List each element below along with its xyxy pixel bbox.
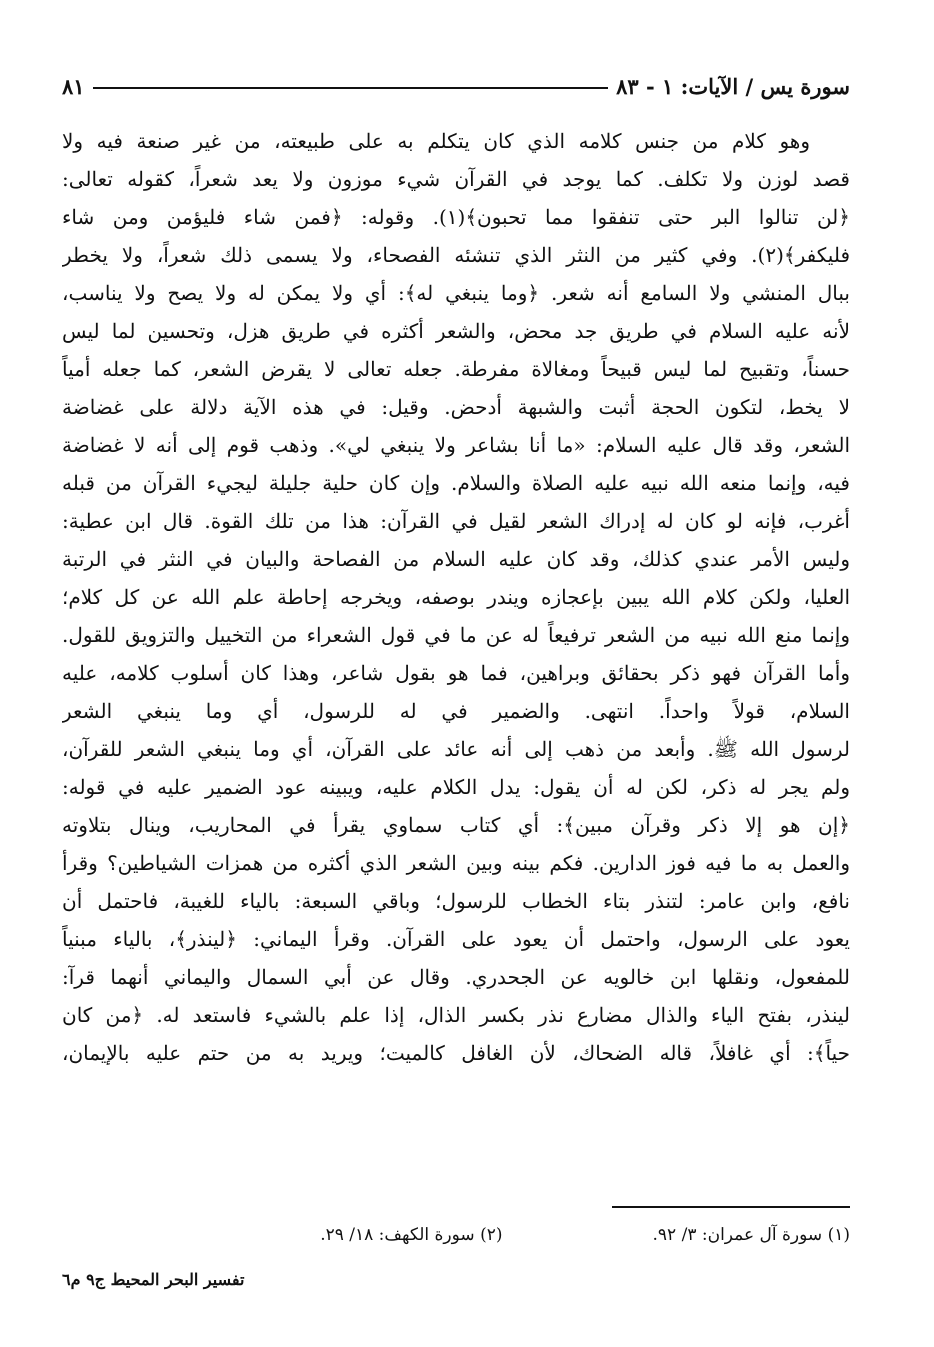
text-line: ببال المنشي ولا السامع أنه شعر. ﴿وما ينبغي له﴾: أي ولا يمكن له ولا يصح ولا يناسب، [62,281,850,305]
text-line: نافع، وابن عامر: لتنذر بتاء الخطاب للرسول؛ وباقي السبعة: بالياء للغيبة، فاحتمل أن [62,889,850,913]
running-header [62,68,850,104]
text-line: الشعر، وقد قال عليه السلام: «ما أنا بشاعر ولا ينبغي لي». وذهب قوم إلى أنه لا غضاضة [62,433,850,457]
text-line: وأما القرآن فهو ذكر بحقائق وبراهين، فما هو بقول شاعر، وهذا كان أسلوب كلامه، عليه [62,661,850,685]
text-line: ﴿لن تنالوا البر حتى تنفقوا مما تحبون﴾(١). وقوله: ﴿فمن شاء فليؤمن ومن شاء [62,205,850,229]
text-line: ﴿إن هو إلا ذكر وقرآن مبين﴾: أي كتاب سماوي يقرأ في المحاريب، وينال بتلاوته [62,813,850,837]
text-line: لرسول الله ﷺ. وأبعد من ذهب إلى أنه عائد على القرآن، أي وما ينبغي الشعر للقرآن، [62,737,850,761]
text-line: السلام، قولاً واحداً. انتهى. والضمير في له للرسول، أي وما ينبغي الشعر [62,699,850,723]
text-line: لأنه عليه السلام في طريق جد محض، والشعر أكثره في طريق هزل، وتحسين لما ليس [62,319,850,343]
text-line: وهو كلام من جنس كلامه الذي كان يتكلم به على طبيعته، من غير صنعة فيه ولا [62,129,810,153]
page-number: ٨١ [62,73,85,99]
footnotes [62,1220,850,1250]
footnote-1: (١) سورة آل عمران: ٣/ ٩٢. [652,1225,850,1245]
text-line: لا يخط، لتكون الحجة أثبت والشبهة أدحض. وقيل: في هذه الآية دلالة على غضاضة [62,395,850,419]
volume-signature: تفسير البحر المحيط ج٩ م٦ [62,1270,245,1289]
surah-title: سورة يس / الآيات: ١ - ٨٣ [616,73,850,99]
commentary-text [62,122,850,1072]
text-line: للمفعول، ونقلها ابن خالويه عن الجحدري. وقال عن أبي السمال واليماني أنهما قرآ: [62,965,850,989]
text-line: لينذر، بفتح الياء والذال مضارع نذر بكسر الذال، إذا علم بالشيء فاستعد له. ﴿من كان [62,1003,850,1027]
header-rule [93,87,609,89]
text-line: فيه، وإنما منعه الله نبيه عليه الصلاة والسلام. وإن كان حلية جليلة ليجيء القرآن من قبله [62,471,850,495]
text-line: فليكفر﴾(٢). وفي كثير من النثر الذي تنشئه الفصحاء، ولا يسمى ذلك شعراً، ولا يخطر [62,243,850,267]
text-line: أغرب، فإنه لو كان له إدراك الشعر لقيل في القرآن: هذا من تلك القوة. قال ابن عطية: [62,509,850,533]
text-line: حياً﴾: أي غافلاً، قاله الضحاك، لأن الغافل كالميت؛ ويريد به من حتم عليه بالإيمان، [62,1041,850,1065]
text-line: والعمل به ما فيه فوز الدارين. فكم بينه وبين الشعر الذي أكثره من همزات الشياطين؟ وقرأ [62,851,850,875]
text-line: يعود على الرسول، واحتمل أن يعود على القرآن. وقرأ اليماني: ﴿لينذر﴾، بالياء مبنياً [62,927,850,951]
text-line: حسناً، وتقبيح لما ليس قبيحاً ومغالاة مفرطة. جعله تعالى لا يقرض الشعر، كما جعله أمياً [62,357,850,381]
text-line: العليا، ولكن كلام الله يبين بإعجازه ويندر بوصفه، ويخرجه إحاطة علم الله عن كل كلام؛ [62,585,850,609]
text-line: وإنما منع الله نبيه من الشعر ترفيعاً له عن ما في قول الشعراء من التخييل والتزويق للقول. [62,623,850,647]
footnote-separator [612,1206,850,1208]
footnote-2: (٢) سورة الكهف: ١٨/ ٢٩. [320,1225,503,1245]
text-line: وليس الأمر عندي كذلك، وقد كان عليه السلام من الفصاحة والبيان في النثر في الرتبة [62,547,850,571]
text-line: ولم يجر له ذكر، لكن له أن يقول: يدل الكلام عليه، ويبينه عود الضمير عليه في قوله: [62,775,850,799]
text-line: قصد لوزن ولا تكلف. كما يوجد في القرآن شيء موزون ولا يعد شعراً، كقوله تعالى: [62,167,850,191]
